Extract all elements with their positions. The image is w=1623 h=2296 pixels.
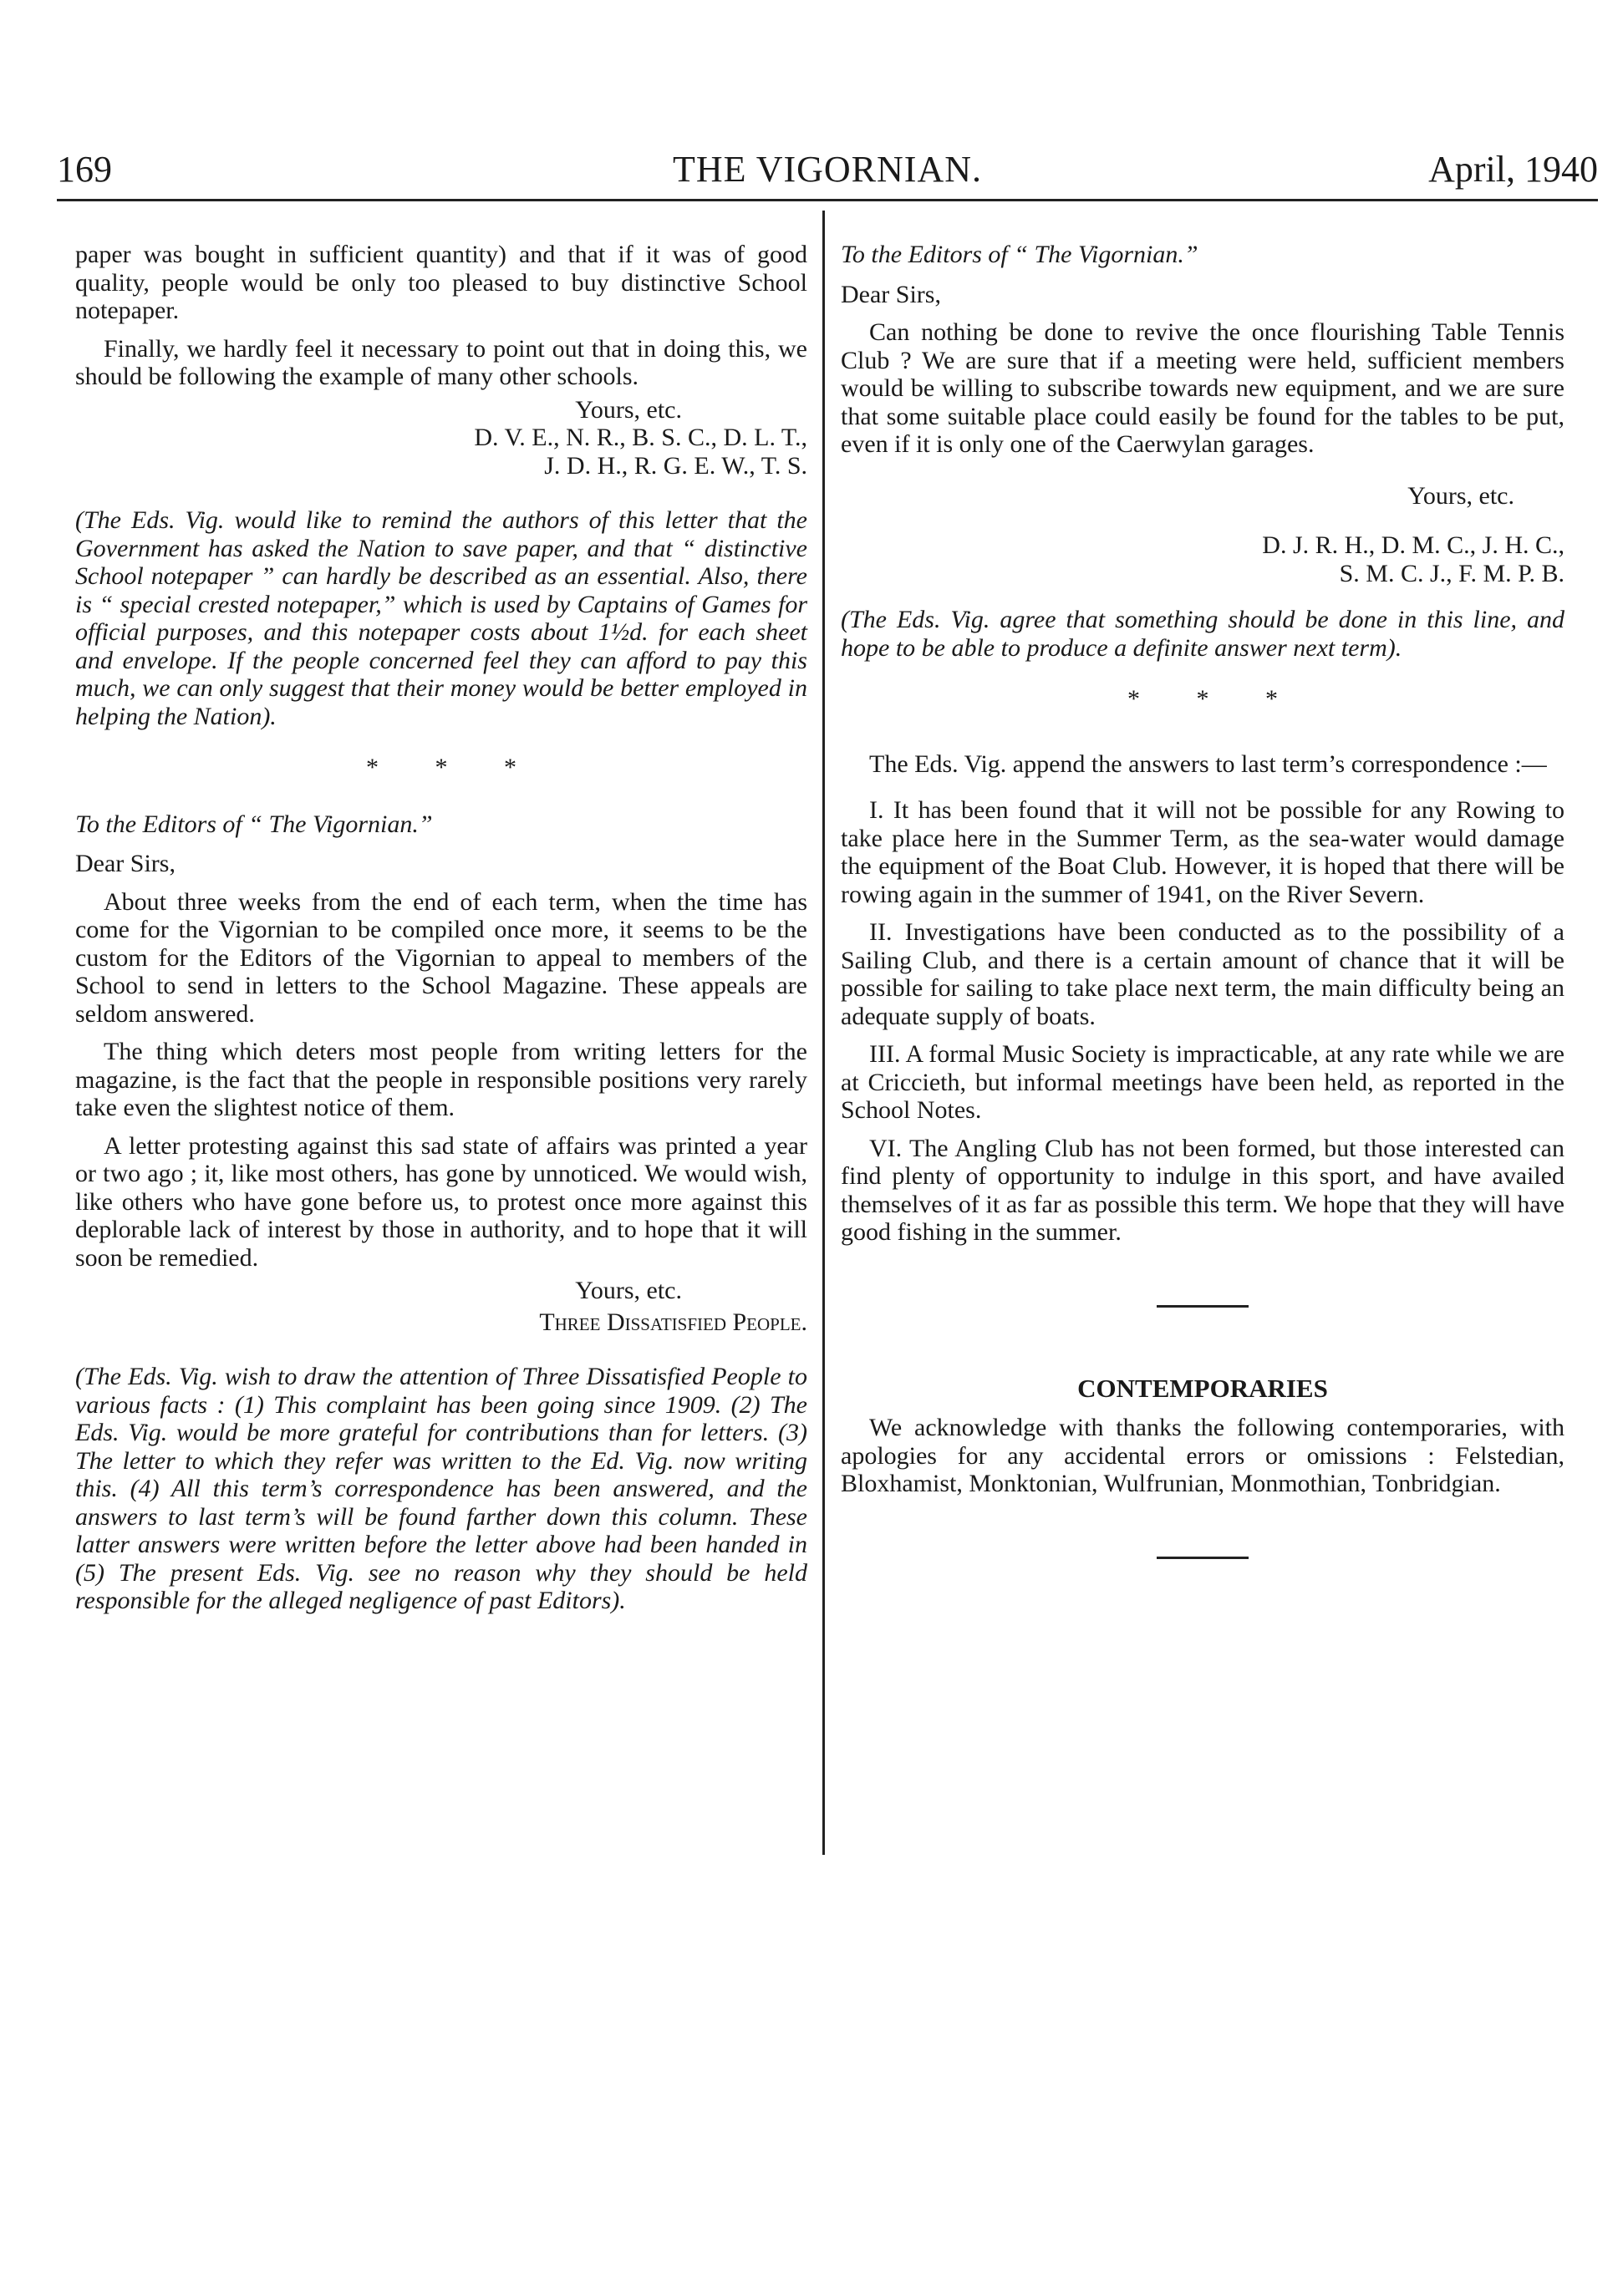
letter2-salutation: Dear Sirs,: [75, 850, 176, 877]
letter3-closing: Yours, etc.: [1407, 481, 1514, 510]
contemporaries-heading: CONTEMPORARIES: [1077, 1373, 1328, 1403]
page-number: 169: [57, 149, 112, 190]
letter2-paragraph-1: About three weeks from the end of each term, when the time has come for the Vigornian to be compiled once more, it seems to be the custom for the Editors of the Vigornian to appeal to members of the School to send in letters to the School Magazine. These appeals are seldom answered.: [75, 887, 807, 1028]
section-separator: * * *: [366, 754, 542, 781]
letter3-salutation: Dear Sirs,: [841, 280, 941, 308]
letter3-signature-line-2: S. M. C. J., F. M. P. B.: [1339, 559, 1564, 587]
letter3-address: To the Editors of “ The Vigornian.”: [841, 241, 1198, 268]
answer-item-3: III. A formal Music Society is impracticable, at any rate while we are at Criccieth, but informal meetings have been held, as reported in the School Notes.: [841, 1040, 1564, 1124]
answers-intro: The Eds. Vig. append the answers to last term’s correspondence :—: [869, 749, 1547, 778]
column-divider: [822, 211, 825, 1855]
letter3-signature-line-1: D. J. R. H., D. M. C., J. H. C.,: [1262, 531, 1564, 559]
letter2-paragraph-2: The thing which deters most people from writing letters for the magazine, is the fact that the people in responsible positions very rarely take even the slightest notice of them.: [75, 1038, 807, 1121]
section-separator-right: * * *: [1127, 685, 1303, 713]
letter2-editors-note: (The Eds. Vig. wish to draw the attention of Three Dissatisfied People to various facts : (1) This complaint has been going since 1909. (2) The Eds. Vig. would be more grateful for contributions than for letters. (3) The letter to which they refer was written to the Ed. Vig. now writing this. (4) All this term’s correspondence has been answered, and the answers to last term’s will be found farther down this column. These latter answers were written before the letter above had been handed in (5) The present Eds. Vig. see no reason why they should be held responsible for the alleged negligence of past Editors).: [75, 1363, 807, 1614]
letter3-paragraph-1: Can nothing be done to revive the once flourishing Table Tennis Club ? We are sure that if a meeting were held, sufficient members would be willing to subscribe towards new equipment, and we are sure that some suitable place could easily be found for the tables to be put, even if it is only one of the Caerwylan garages.: [841, 318, 1564, 458]
page-header: [57, 140, 1598, 201]
letter2-address: To the Editors of “ The Vigornian.”: [75, 810, 433, 838]
contemporaries-text: We acknowledge with thanks the following contemporaries, with apologies for any accidental errors or omissions : Felstedian, Bloxhamist, Monktonian, Wulfrunian, Monmothian, Tonbridgian.: [841, 1414, 1564, 1497]
left-column: [75, 241, 807, 1615]
letter1-closing: Yours, etc.: [575, 395, 682, 424]
letter1-paragraph-2: Finally, we hardly feel it necessary to point out that in doing this, we should be following the example of many other schools.: [75, 334, 807, 390]
answer-item-2: II. Investigations have been conducted as to the possibility of a Sailing Club, and there is a certain amount of chance that it will be possible for sailing to take place next term, the main difficulty being an adequate supply of boats.: [841, 918, 1564, 1030]
issue-date: April, 1940: [1428, 149, 1598, 190]
answer-item-4: VI. The Angling Club has not been formed, but those interested can find plenty of opportunity to indulge in this sport, and have availed themselves of it as far as possible this term. We hope that they will have good fishing in the summer.: [841, 1134, 1564, 1246]
letter3-editors-note: (The Eds. Vig. agree that something should be done in this line, and hope to be able to produce a definite answer next term).: [841, 606, 1564, 662]
letter1-editors-note: (The Eds. Vig. would like to remind the authors of this letter that the Government has asked the Nation to save paper, and that “ distinctive School notepaper ” can hardly be described as an essential. Also, there is “ special crested notepaper,” which is used by Captains of Games for official purposes, and this notepaper costs about 1½d. for each sheet and envelope. If the people concerned feel they can afford to pay this much, we can only suggest that their money would be better employed in helping the Nation).: [75, 506, 807, 730]
letter2-signature: Three Dissatisfied People.: [539, 1308, 807, 1336]
letter2-paragraph-3: A letter protesting against this sad state of affairs was printed a year or two ago ; it, like most others, has gone by unnoticed. We would wish, like others who have gone before us, to protest once more against this deplorable lack of interest by those in authority, and to hope that it will soon be remedied.: [75, 1131, 807, 1272]
letter1-paragraph-1: paper was bought in sufficient quantity) and that if it was of good quality, people would be only too pleased to buy distinctive School notepaper.: [75, 241, 807, 324]
right-column: [841, 241, 1564, 1559]
answer-item-1: I. It has been found that it will not be possible for any Rowing to take place here in the Summer Term, as the sea-water would damage the equipment of the Boat Club. However, it is hoped that there will be rowing again in the summer of 1941, on the River Severn.: [841, 796, 1564, 908]
letter1-signature-line-1: D. V. E., N. R., B. S. C., D. L. T.,: [474, 424, 807, 451]
end-rule: [1157, 1557, 1249, 1559]
letter2-closing: Yours, etc.: [575, 1277, 682, 1304]
letter1-signature-line-2: J. D. H., R. G. E. W., T. S.: [544, 451, 807, 480]
page-title: THE VIGORNIAN.: [672, 149, 983, 190]
section-rule: [1157, 1305, 1249, 1308]
